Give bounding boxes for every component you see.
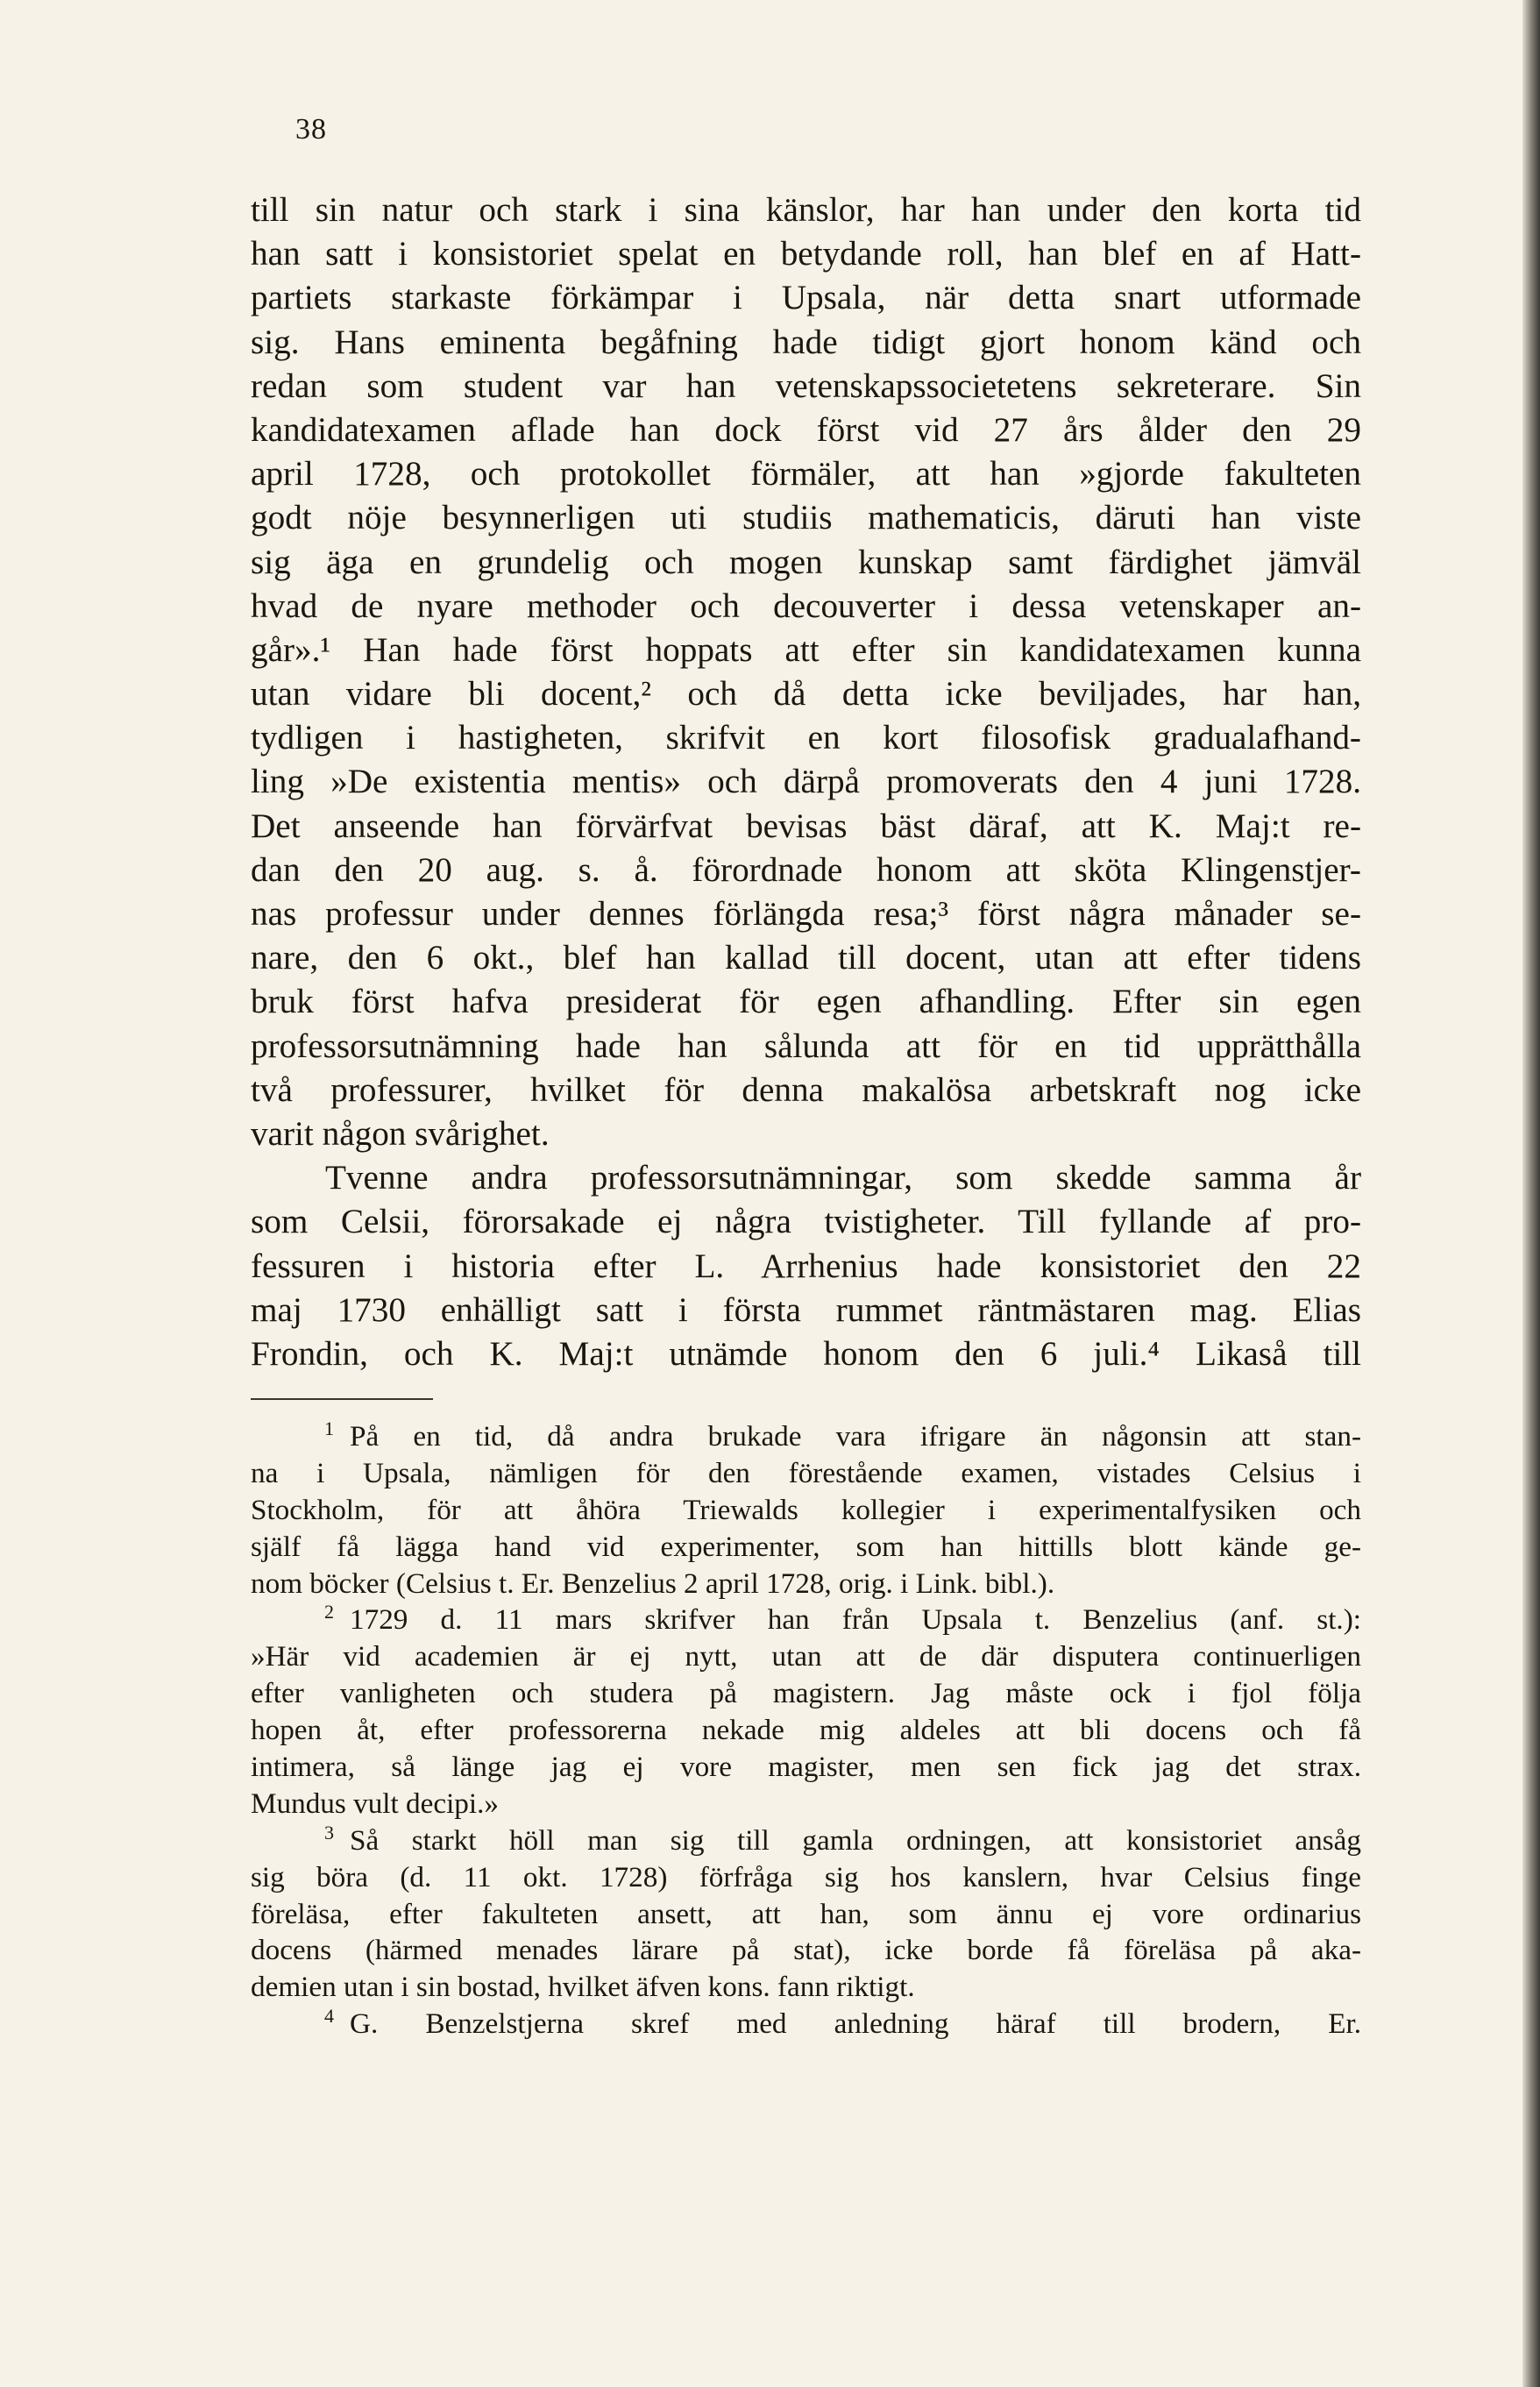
text-line: maj 1730 enhälligt satt i första rummet räntmästaren mag. Elias (251, 1290, 1361, 1329)
text-line: april 1728, och protokollet förmäler, att han »gjorde fakulteten (251, 455, 1361, 494)
text-line: två professurer, hvilket för denna makalösa arbetskraft nog icke (251, 1070, 1361, 1109)
text-line: nas professur under dennes förlängda resa;³ först några månader se- (251, 895, 1361, 933)
text-line: godt nöje besynnerligen uti studiis mathematicis, däruti han viste (251, 499, 1361, 537)
text-line: redan som student var han vetenskapssocietetens sekreterare. Sin (251, 366, 1361, 405)
text-line: som Celsii, förorsakade ej några tvistigheter. Till fyllande af pro- (251, 1203, 1361, 1241)
footnote-line: $^4$ G. Benzelstjerna skref med anledning häraf till brodern, Er. (324, 2005, 1361, 2041)
footnote-line: nom böcker (Celsius t. Er. Benzelius 2 april 1728, orig. i Link. bibl.). (251, 1566, 1055, 1600)
text-line: utan vidare bli docent,² och då detta icke beviljades, har han, (251, 675, 1361, 714)
footnote-mark: 1 (324, 1417, 334, 1439)
page-number: 38 (295, 113, 327, 146)
footnote-2 (251, 1602, 1361, 1822)
footnote-line: demien utan i sin bostad, hvilket äfven kons. fann riktigt. (251, 1971, 915, 2004)
footnote-1 (251, 1418, 1361, 1602)
text-line: varit någon svårighet. (251, 1114, 550, 1153)
footnote-line: $^3$ Så starkt höll man sig till gamla ordningen, att konsistoriet ansåg (324, 1821, 1361, 1857)
text-line: Tvenne andra professorsutnämningar, som skedde samma år (325, 1159, 1361, 1197)
footnote-3 (251, 1822, 1361, 2006)
footnote-line: $^1$ På en tid, då andra brukade vara ifrigare än någonsin att stan- (324, 1417, 1361, 1453)
text-line: sig. Hans eminenta begåfning hade tidigt gjort honom känd och (251, 323, 1361, 361)
page-edge-shadow (1522, 0, 1540, 2387)
text-line: han satt i konsistoriet spelat en betydande roll, han blef en af Hatt- (251, 235, 1361, 274)
text-line: tydligen i hastigheten, skrifvit en kort filosofisk gradualafhand- (251, 719, 1361, 757)
text-line: bruk först hafva presiderat för egen afhandling. Efter sin egen (251, 983, 1361, 1021)
footnote-line: na i Upsala, nämligen för den förestående examen, vistades Celsius i (251, 1456, 1361, 1489)
footnote-line: föreläsa, efter fakulteten ansett, att han, som ännu ej vore ordinarius (251, 1897, 1361, 1930)
footnote-line: Stockholm, för att åhöra Triewalds kollegier i experimentalfysiken och (251, 1493, 1361, 1526)
footnote-line: hopen åt, efter professorerna nekade mig aldeles att bli docens och få (251, 1714, 1361, 1747)
footnote-line: sig böra (d. 11 okt. 1728) förfråga sig hos kanslern, hvar Celsius finge (251, 1860, 1361, 1893)
footnote-mark: 2 (324, 1601, 334, 1623)
text-line: fessuren i historia efter L. Arrhenius hade konsistoriet den 22 (251, 1247, 1361, 1285)
footnote-line: docens (härmed menades lärare på stat), icke borde få föreläsa på aka- (251, 1934, 1361, 1967)
footnote-line: efter vanligheten och studera på magistern. Jag måste ock i fjol följa (251, 1677, 1361, 1710)
text-line: kandidatexamen aflade han dock först vid 27 års ålder den 29 (251, 410, 1361, 449)
footnote-mark: 4 (324, 2005, 334, 2028)
footnote-line: Mundus vult decipi.» (251, 1787, 500, 1820)
text-line: går».¹ Han hade först hoppats att efter sin kandidatexamen kunna (251, 630, 1361, 669)
text-line: Det anseende han förvärfvat bevisas bäst däraf, att K. Maj:t re- (251, 806, 1361, 845)
main-text (251, 188, 1361, 1376)
text-line: Frondin, och K. Maj:t utnämde honom den 6 juli.⁴ Likaså till (251, 1334, 1361, 1373)
footnote-line: $^2$ 1729 d. 11 mars skrifver han från Upsala t. Benzelius (anf. st.): (324, 1601, 1361, 1637)
text-line: ling »De existentia mentis» och därpå promoverats den 4 juni 1728. (251, 763, 1361, 801)
text-line: dan den 20 aug. s. å. förordnade honom att sköta Klingenstjer- (251, 850, 1361, 889)
footnote-mark: 3 (324, 1821, 334, 1844)
footnote-line: intimera, så länge jag ej vore magister, men sen fick jag det strax. (251, 1751, 1361, 1784)
footnote-line: »Här vid academien är ej nytt, utan att de där disputera continuerligen (251, 1640, 1361, 1673)
text-line: sig äga en grundelig och mogen kunskap samt färdighet jämväl (251, 543, 1361, 581)
footnotes (251, 1418, 1361, 2042)
text-line: hvad de nyare methoder och decouverter i dessa vetenskaper an- (251, 586, 1361, 625)
footnote-4 (251, 2006, 1361, 2042)
text-line: professorsutnämning hade han sålunda att för en tid upprätthålla (251, 1027, 1361, 1065)
text-line: nare, den 6 okt., blef han kallad till docent, utan att efter tidens (251, 939, 1361, 977)
footnote-line: själf få lägga hand vid experimenter, som han hittills blott kände ge- (251, 1530, 1361, 1563)
text-line: till sin natur och stark i sina känslor, har han under den korta tid (251, 191, 1361, 229)
footnote-rule (251, 1398, 433, 1400)
text-line: partiets starkaste förkämpar i Upsala, när detta snart utformade (251, 279, 1361, 317)
